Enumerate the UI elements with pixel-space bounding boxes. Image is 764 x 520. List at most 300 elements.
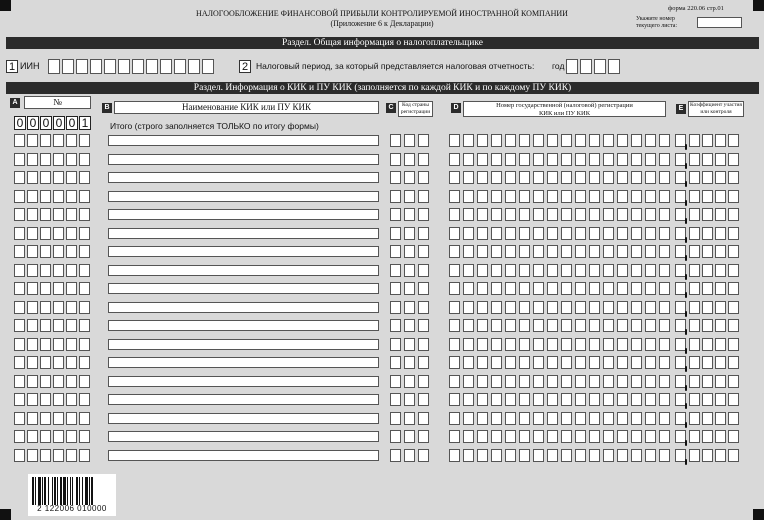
- participation-coefficient-cell[interactable]: [728, 153, 739, 166]
- registration-number-cell[interactable]: [645, 449, 656, 462]
- registration-number-cell[interactable]: [533, 356, 544, 369]
- row-number-cell[interactable]: [53, 153, 64, 166]
- registration-number-cell[interactable]: [645, 245, 656, 258]
- row-number-cell[interactable]: [27, 449, 38, 462]
- registration-number-cell[interactable]: [631, 134, 642, 147]
- registration-number-cell[interactable]: [603, 412, 614, 425]
- registration-number-cell[interactable]: [505, 190, 516, 203]
- row-number-cell[interactable]: [66, 227, 77, 240]
- country-code-cell[interactable]: [404, 190, 415, 203]
- participation-coefficient-cell[interactable]: [689, 449, 700, 462]
- row-number-cell[interactable]: [14, 134, 25, 147]
- registration-number-cell[interactable]: [575, 171, 586, 184]
- registration-number-cell[interactable]: [645, 153, 656, 166]
- participation-coefficient-cell[interactable]: [728, 430, 739, 443]
- registration-number-cell[interactable]: [533, 153, 544, 166]
- registration-number-cell[interactable]: [533, 245, 544, 258]
- registration-number-cell[interactable]: [659, 264, 670, 277]
- row-number-cell[interactable]: [27, 190, 38, 203]
- country-code-cell[interactable]: [418, 449, 429, 462]
- registration-number-cell[interactable]: [575, 208, 586, 221]
- registration-number-cell[interactable]: [519, 134, 530, 147]
- registration-number-cell[interactable]: [659, 449, 670, 462]
- participation-coefficient-cell[interactable]: [702, 264, 713, 277]
- country-code-cell[interactable]: [404, 356, 415, 369]
- participation-coefficient-cell[interactable]: [728, 134, 739, 147]
- registration-number-cell[interactable]: [477, 227, 488, 240]
- row-number-digit[interactable]: 1: [79, 116, 91, 130]
- participation-coefficient-cell[interactable]: [702, 153, 713, 166]
- kik-name-field[interactable]: [108, 246, 379, 257]
- registration-number-cell[interactable]: [519, 393, 530, 406]
- participation-coefficient-cell[interactable]: [702, 375, 713, 388]
- registration-number-cell[interactable]: [603, 208, 614, 221]
- row-number-cell[interactable]: [40, 227, 51, 240]
- registration-number-cell[interactable]: [561, 208, 572, 221]
- kik-name-field[interactable]: [108, 135, 379, 146]
- registration-number-cell[interactable]: [519, 319, 530, 332]
- participation-coefficient-cell[interactable]: [728, 449, 739, 462]
- registration-number-cell[interactable]: [631, 208, 642, 221]
- country-code-cell[interactable]: [418, 356, 429, 369]
- kik-name-field[interactable]: [108, 320, 379, 331]
- registration-number-cell[interactable]: [491, 449, 502, 462]
- registration-number-cell[interactable]: [547, 319, 558, 332]
- registration-number-cell[interactable]: [645, 375, 656, 388]
- registration-number-cell[interactable]: [645, 393, 656, 406]
- registration-number-cell[interactable]: [449, 393, 460, 406]
- participation-coefficient-cell[interactable]: [689, 282, 700, 295]
- registration-number-cell[interactable]: [463, 171, 474, 184]
- registration-number-cell[interactable]: [491, 208, 502, 221]
- registration-number-cell[interactable]: [589, 356, 600, 369]
- participation-coefficient-cell[interactable]: [715, 264, 726, 277]
- registration-number-cell[interactable]: [519, 430, 530, 443]
- registration-number-cell[interactable]: [659, 227, 670, 240]
- registration-number-cell[interactable]: [617, 393, 628, 406]
- iin-digit-cell[interactable]: [188, 59, 200, 74]
- row-number-cell[interactable]: [79, 245, 90, 258]
- row-number-cell[interactable]: [66, 134, 77, 147]
- registration-number-cell[interactable]: [477, 449, 488, 462]
- participation-coefficient-cell[interactable]: [689, 375, 700, 388]
- registration-number-cell[interactable]: [547, 430, 558, 443]
- registration-number-cell[interactable]: [631, 171, 642, 184]
- registration-number-cell[interactable]: [631, 430, 642, 443]
- country-code-cell[interactable]: [390, 208, 401, 221]
- row-number-cell[interactable]: [53, 319, 64, 332]
- registration-number-cell[interactable]: [589, 449, 600, 462]
- registration-number-cell[interactable]: [575, 412, 586, 425]
- row-number-cell[interactable]: [40, 375, 51, 388]
- row-number-cell[interactable]: [79, 356, 90, 369]
- participation-coefficient-cell[interactable]: [689, 153, 700, 166]
- registration-number-cell[interactable]: [645, 134, 656, 147]
- country-code-cell[interactable]: [404, 412, 415, 425]
- country-code-cell[interactable]: [418, 227, 429, 240]
- participation-coefficient-cell[interactable]: [689, 245, 700, 258]
- country-code-cell[interactable]: [418, 171, 429, 184]
- registration-number-cell[interactable]: [547, 171, 558, 184]
- registration-number-cell[interactable]: [463, 375, 474, 388]
- country-code-cell[interactable]: [418, 338, 429, 351]
- country-code-cell[interactable]: [404, 134, 415, 147]
- registration-number-cell[interactable]: [575, 282, 586, 295]
- registration-number-cell[interactable]: [603, 264, 614, 277]
- row-number-cell[interactable]: [66, 171, 77, 184]
- row-number-cell[interactable]: [14, 338, 25, 351]
- row-number-cell[interactable]: [53, 190, 64, 203]
- row-number-cell[interactable]: [53, 227, 64, 240]
- registration-number-cell[interactable]: [533, 301, 544, 314]
- registration-number-cell[interactable]: [547, 375, 558, 388]
- registration-number-cell[interactable]: [617, 153, 628, 166]
- registration-number-cell[interactable]: [477, 301, 488, 314]
- country-code-cell[interactable]: [390, 282, 401, 295]
- country-code-cell[interactable]: [404, 301, 415, 314]
- registration-number-cell[interactable]: [505, 171, 516, 184]
- registration-number-cell[interactable]: [617, 245, 628, 258]
- registration-number-cell[interactable]: [463, 245, 474, 258]
- iin-digit-cell[interactable]: [202, 59, 214, 74]
- registration-number-cell[interactable]: [547, 264, 558, 277]
- registration-number-cell[interactable]: [533, 319, 544, 332]
- registration-number-cell[interactable]: [449, 208, 460, 221]
- registration-number-cell[interactable]: [617, 190, 628, 203]
- participation-coefficient-cell[interactable]: [702, 134, 713, 147]
- registration-number-cell[interactable]: [491, 264, 502, 277]
- registration-number-cell[interactable]: [659, 153, 670, 166]
- country-code-cell[interactable]: [418, 282, 429, 295]
- registration-number-cell[interactable]: [533, 449, 544, 462]
- kik-name-field[interactable]: [108, 376, 379, 387]
- registration-number-cell[interactable]: [477, 264, 488, 277]
- year-digit-cell[interactable]: [594, 59, 606, 74]
- registration-number-cell[interactable]: [645, 190, 656, 203]
- registration-number-cell[interactable]: [575, 153, 586, 166]
- registration-number-cell[interactable]: [477, 375, 488, 388]
- registration-number-cell[interactable]: [603, 449, 614, 462]
- country-code-cell[interactable]: [390, 301, 401, 314]
- participation-coefficient-cell[interactable]: [689, 171, 700, 184]
- participation-coefficient-cell[interactable]: [689, 319, 700, 332]
- row-number-cell[interactable]: [66, 282, 77, 295]
- row-number-cell[interactable]: [14, 264, 25, 277]
- row-number-cell[interactable]: [53, 134, 64, 147]
- country-code-cell[interactable]: [390, 190, 401, 203]
- registration-number-cell[interactable]: [533, 208, 544, 221]
- row-number-cell[interactable]: [14, 227, 25, 240]
- row-number-cell[interactable]: [79, 375, 90, 388]
- row-number-cell[interactable]: [53, 412, 64, 425]
- country-code-cell[interactable]: [390, 227, 401, 240]
- registration-number-cell[interactable]: [603, 134, 614, 147]
- row-number-cell[interactable]: [53, 171, 64, 184]
- participation-coefficient-cell[interactable]: [715, 227, 726, 240]
- row-number-cell[interactable]: [79, 171, 90, 184]
- country-code-cell[interactable]: [404, 208, 415, 221]
- registration-number-cell[interactable]: [645, 338, 656, 351]
- row-number-cell[interactable]: [27, 171, 38, 184]
- kik-name-field[interactable]: [108, 339, 379, 350]
- row-number-cell[interactable]: [14, 375, 25, 388]
- participation-coefficient-cell[interactable]: [728, 393, 739, 406]
- row-number-cell[interactable]: [66, 449, 77, 462]
- registration-number-cell[interactable]: [505, 208, 516, 221]
- registration-number-cell[interactable]: [463, 153, 474, 166]
- registration-number-cell[interactable]: [505, 449, 516, 462]
- registration-number-cell[interactable]: [631, 375, 642, 388]
- row-number-cell[interactable]: [53, 282, 64, 295]
- country-code-cell[interactable]: [418, 393, 429, 406]
- registration-number-cell[interactable]: [575, 319, 586, 332]
- row-number-cell[interactable]: [40, 356, 51, 369]
- row-number-cell[interactable]: [40, 153, 51, 166]
- row-number-cell[interactable]: [27, 264, 38, 277]
- registration-number-cell[interactable]: [519, 282, 530, 295]
- registration-number-cell[interactable]: [449, 282, 460, 295]
- participation-coefficient-cell[interactable]: [728, 171, 739, 184]
- registration-number-cell[interactable]: [547, 227, 558, 240]
- country-code-cell[interactable]: [418, 245, 429, 258]
- registration-number-cell[interactable]: [617, 264, 628, 277]
- registration-number-cell[interactable]: [589, 153, 600, 166]
- registration-number-cell[interactable]: [561, 134, 572, 147]
- participation-coefficient-cell[interactable]: [715, 449, 726, 462]
- participation-coefficient-cell[interactable]: [728, 319, 739, 332]
- row-number-cell[interactable]: [66, 338, 77, 351]
- registration-number-cell[interactable]: [519, 171, 530, 184]
- country-code-cell[interactable]: [390, 134, 401, 147]
- country-code-cell[interactable]: [404, 264, 415, 277]
- registration-number-cell[interactable]: [603, 171, 614, 184]
- registration-number-cell[interactable]: [491, 282, 502, 295]
- participation-coefficient-cell[interactable]: [728, 190, 739, 203]
- registration-number-cell[interactable]: [659, 338, 670, 351]
- kik-name-field[interactable]: [108, 302, 379, 313]
- registration-number-cell[interactable]: [589, 375, 600, 388]
- registration-number-cell[interactable]: [505, 245, 516, 258]
- participation-coefficient-cell[interactable]: [715, 282, 726, 295]
- participation-coefficient-cell[interactable]: [702, 430, 713, 443]
- country-code-cell[interactable]: [390, 245, 401, 258]
- registration-number-cell[interactable]: [659, 356, 670, 369]
- registration-number-cell[interactable]: [645, 171, 656, 184]
- registration-number-cell[interactable]: [617, 282, 628, 295]
- row-number-cell[interactable]: [53, 356, 64, 369]
- participation-coefficient-cell[interactable]: [715, 134, 726, 147]
- registration-number-cell[interactable]: [547, 134, 558, 147]
- registration-number-cell[interactable]: [561, 264, 572, 277]
- registration-number-cell[interactable]: [659, 190, 670, 203]
- registration-number-cell[interactable]: [561, 430, 572, 443]
- registration-number-cell[interactable]: [533, 338, 544, 351]
- registration-number-cell[interactable]: [463, 282, 474, 295]
- registration-number-cell[interactable]: [631, 153, 642, 166]
- registration-number-cell[interactable]: [547, 393, 558, 406]
- kik-name-field[interactable]: [108, 394, 379, 405]
- registration-number-cell[interactable]: [589, 338, 600, 351]
- country-code-cell[interactable]: [404, 338, 415, 351]
- registration-number-cell[interactable]: [519, 375, 530, 388]
- participation-coefficient-cell[interactable]: [702, 190, 713, 203]
- participation-coefficient-cell[interactable]: [689, 412, 700, 425]
- row-number-cell[interactable]: [79, 430, 90, 443]
- row-number-cell[interactable]: [40, 449, 51, 462]
- country-code-cell[interactable]: [390, 171, 401, 184]
- row-number-cell[interactable]: [27, 393, 38, 406]
- registration-number-cell[interactable]: [603, 375, 614, 388]
- registration-number-cell[interactable]: [631, 449, 642, 462]
- participation-coefficient-cell[interactable]: [715, 190, 726, 203]
- registration-number-cell[interactable]: [449, 375, 460, 388]
- participation-coefficient-cell[interactable]: [715, 153, 726, 166]
- kik-name-field[interactable]: [108, 431, 379, 442]
- registration-number-cell[interactable]: [561, 412, 572, 425]
- participation-coefficient-cell[interactable]: [728, 412, 739, 425]
- participation-coefficient-cell[interactable]: [689, 393, 700, 406]
- participation-coefficient-cell[interactable]: [702, 208, 713, 221]
- registration-number-cell[interactable]: [547, 282, 558, 295]
- registration-number-cell[interactable]: [617, 430, 628, 443]
- registration-number-cell[interactable]: [589, 171, 600, 184]
- registration-number-cell[interactable]: [505, 282, 516, 295]
- registration-number-cell[interactable]: [477, 208, 488, 221]
- registration-number-cell[interactable]: [477, 245, 488, 258]
- registration-number-cell[interactable]: [603, 282, 614, 295]
- iin-digit-cell[interactable]: [48, 59, 60, 74]
- row-number-cell[interactable]: [14, 430, 25, 443]
- row-number-cell[interactable]: [40, 282, 51, 295]
- row-number-cell[interactable]: [27, 375, 38, 388]
- registration-number-cell[interactable]: [477, 430, 488, 443]
- registration-number-cell[interactable]: [491, 393, 502, 406]
- country-code-cell[interactable]: [390, 153, 401, 166]
- row-number-cell[interactable]: [40, 190, 51, 203]
- registration-number-cell[interactable]: [589, 412, 600, 425]
- participation-coefficient-cell[interactable]: [715, 393, 726, 406]
- registration-number-cell[interactable]: [561, 282, 572, 295]
- participation-coefficient-cell[interactable]: [728, 375, 739, 388]
- registration-number-cell[interactable]: [547, 412, 558, 425]
- country-code-cell[interactable]: [418, 430, 429, 443]
- country-code-cell[interactable]: [418, 412, 429, 425]
- row-number-digit[interactable]: 0: [14, 116, 26, 130]
- participation-coefficient-cell[interactable]: [728, 264, 739, 277]
- participation-coefficient-cell[interactable]: [728, 338, 739, 351]
- registration-number-cell[interactable]: [547, 301, 558, 314]
- participation-coefficient-cell[interactable]: [689, 301, 700, 314]
- row-number-cell[interactable]: [14, 282, 25, 295]
- registration-number-cell[interactable]: [449, 153, 460, 166]
- row-number-cell[interactable]: [79, 134, 90, 147]
- registration-number-cell[interactable]: [589, 134, 600, 147]
- registration-number-cell[interactable]: [547, 449, 558, 462]
- registration-number-cell[interactable]: [589, 319, 600, 332]
- row-number-cell[interactable]: [27, 301, 38, 314]
- registration-number-cell[interactable]: [449, 190, 460, 203]
- registration-number-cell[interactable]: [645, 264, 656, 277]
- registration-number-cell[interactable]: [589, 190, 600, 203]
- country-code-cell[interactable]: [404, 227, 415, 240]
- country-code-cell[interactable]: [390, 449, 401, 462]
- registration-number-cell[interactable]: [449, 338, 460, 351]
- country-code-cell[interactable]: [404, 375, 415, 388]
- registration-number-cell[interactable]: [491, 134, 502, 147]
- participation-coefficient-cell[interactable]: [715, 412, 726, 425]
- registration-number-cell[interactable]: [519, 153, 530, 166]
- participation-coefficient-cell[interactable]: [702, 282, 713, 295]
- registration-number-cell[interactable]: [603, 153, 614, 166]
- registration-number-cell[interactable]: [477, 393, 488, 406]
- registration-number-cell[interactable]: [449, 319, 460, 332]
- row-number-cell[interactable]: [79, 449, 90, 462]
- kik-name-field[interactable]: [108, 450, 379, 461]
- registration-number-cell[interactable]: [589, 227, 600, 240]
- registration-number-cell[interactable]: [463, 301, 474, 314]
- participation-coefficient-cell[interactable]: [715, 245, 726, 258]
- row-number-cell[interactable]: [14, 393, 25, 406]
- registration-number-cell[interactable]: [463, 356, 474, 369]
- registration-number-cell[interactable]: [561, 153, 572, 166]
- registration-number-cell[interactable]: [561, 375, 572, 388]
- row-number-digit[interactable]: 0: [27, 116, 39, 130]
- registration-number-cell[interactable]: [449, 449, 460, 462]
- registration-number-cell[interactable]: [463, 208, 474, 221]
- participation-coefficient-cell[interactable]: [728, 227, 739, 240]
- registration-number-cell[interactable]: [645, 208, 656, 221]
- registration-number-cell[interactable]: [575, 190, 586, 203]
- row-number-cell[interactable]: [14, 319, 25, 332]
- row-number-cell[interactable]: [53, 449, 64, 462]
- registration-number-cell[interactable]: [491, 356, 502, 369]
- registration-number-cell[interactable]: [505, 301, 516, 314]
- registration-number-cell[interactable]: [589, 282, 600, 295]
- country-code-cell[interactable]: [390, 264, 401, 277]
- registration-number-cell[interactable]: [561, 338, 572, 351]
- registration-number-cell[interactable]: [617, 319, 628, 332]
- registration-number-cell[interactable]: [449, 245, 460, 258]
- registration-number-cell[interactable]: [659, 430, 670, 443]
- registration-number-cell[interactable]: [631, 412, 642, 425]
- participation-coefficient-cell[interactable]: [715, 375, 726, 388]
- registration-number-cell[interactable]: [505, 412, 516, 425]
- registration-number-cell[interactable]: [491, 153, 502, 166]
- registration-number-cell[interactable]: [659, 208, 670, 221]
- registration-number-cell[interactable]: [575, 449, 586, 462]
- registration-number-cell[interactable]: [659, 412, 670, 425]
- participation-coefficient-cell[interactable]: [715, 356, 726, 369]
- country-code-cell[interactable]: [404, 245, 415, 258]
- participation-coefficient-cell[interactable]: [715, 319, 726, 332]
- registration-number-cell[interactable]: [449, 356, 460, 369]
- row-number-cell[interactable]: [27, 356, 38, 369]
- participation-coefficient-cell[interactable]: [689, 356, 700, 369]
- row-number-cell[interactable]: [66, 245, 77, 258]
- registration-number-cell[interactable]: [533, 264, 544, 277]
- participation-coefficient-cell[interactable]: [702, 301, 713, 314]
- row-number-cell[interactable]: [79, 393, 90, 406]
- iin-digit-cell[interactable]: [174, 59, 186, 74]
- row-number-cell[interactable]: [27, 245, 38, 258]
- registration-number-cell[interactable]: [533, 227, 544, 240]
- registration-number-cell[interactable]: [463, 264, 474, 277]
- year-digit-cell[interactable]: [580, 59, 592, 74]
- registration-number-cell[interactable]: [575, 430, 586, 443]
- registration-number-cell[interactable]: [533, 393, 544, 406]
- row-number-cell[interactable]: [66, 412, 77, 425]
- row-number-cell[interactable]: [40, 430, 51, 443]
